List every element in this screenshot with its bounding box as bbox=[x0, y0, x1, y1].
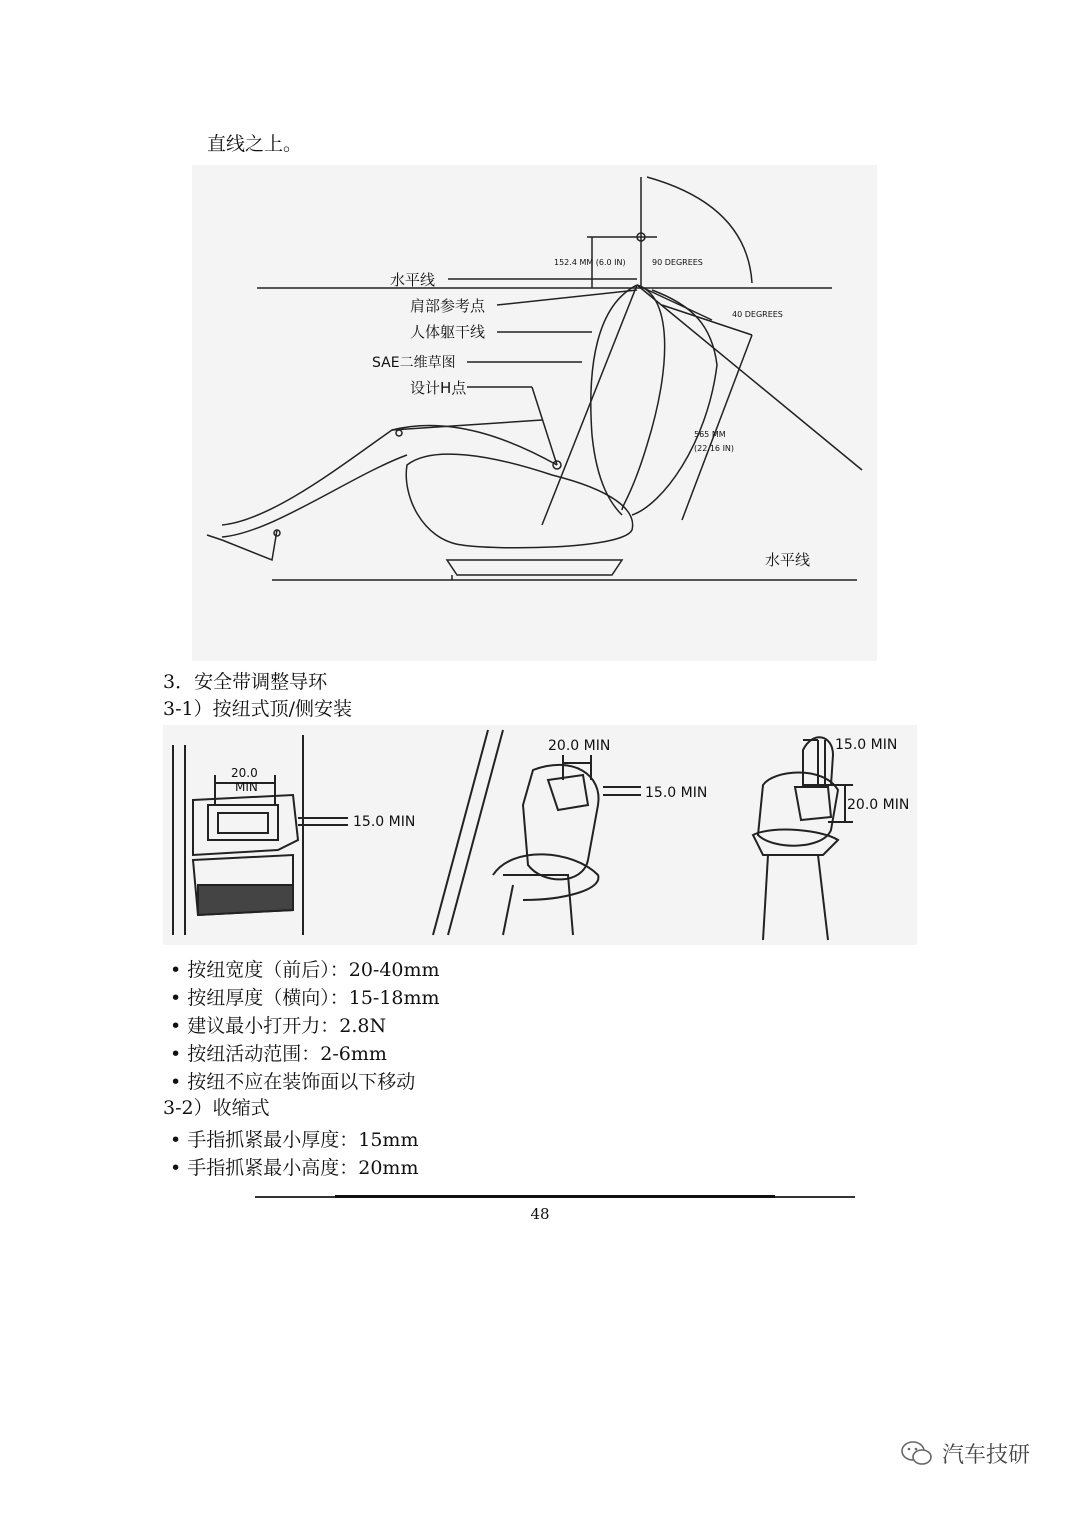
dim-90-degrees: 90 DEGREES bbox=[652, 258, 703, 267]
section-heading: 3．安全带调整导环 bbox=[163, 671, 328, 693]
bullet-item: • 按纽不应在装饰面以下移动 bbox=[170, 1071, 416, 1093]
button-diagrams bbox=[163, 725, 917, 945]
chat-bubble-icon bbox=[900, 1440, 934, 1468]
dim-length-mm: 565 MM bbox=[694, 430, 726, 439]
panel2-width-label: 20.0 MIN bbox=[548, 738, 611, 754]
dim-40-degrees: 40 DEGREES bbox=[732, 310, 783, 319]
bullet-item: • 手指抓紧最小高度：20mm bbox=[170, 1157, 419, 1179]
footer-rule bbox=[255, 1196, 855, 1198]
panel1-side-label: 15.0 MIN bbox=[353, 814, 416, 830]
panel2-side-label: 15.0 MIN bbox=[645, 785, 708, 801]
panel3-side-label: 20.0 MIN bbox=[847, 797, 910, 813]
intro-text: 直线之上。 bbox=[207, 133, 303, 155]
label-horizontal-top: 水平线 bbox=[390, 271, 436, 289]
panel3-top-label: 15.0 MIN bbox=[835, 737, 898, 753]
panel1-width-value: 20.0 bbox=[231, 766, 258, 780]
watermark bbox=[900, 1438, 1030, 1469]
label-design-h: 设计H点 bbox=[410, 379, 467, 397]
bullet-item: • 按纽厚度（横向）：15-18mm bbox=[170, 987, 440, 1009]
bullet-item: • 按纽宽度（前后）：20-40mm bbox=[170, 959, 440, 981]
page-number: 48 bbox=[530, 1205, 550, 1223]
bullet-item: • 手指抓紧最小厚度：15mm bbox=[170, 1129, 419, 1151]
button-diagrams-svg bbox=[163, 725, 917, 945]
dim-length-in: (22.16 IN) bbox=[694, 444, 735, 453]
bullet-item: • 按纽活动范围：2-6mm bbox=[170, 1043, 387, 1065]
label-torso-line: 人体躯干线 bbox=[410, 323, 486, 341]
posture-diagram bbox=[192, 165, 877, 661]
subsection-heading-1: 3-1）按纽式顶/侧安装 bbox=[163, 698, 352, 720]
bullet-item: • 建议最小打开力：2.8N bbox=[170, 1015, 387, 1037]
subsection-heading-2: 3-2）收缩式 bbox=[163, 1097, 270, 1119]
watermark-text: 汽车技研 bbox=[942, 1443, 1031, 1468]
dim-offset: 152.4 MM (6.0 IN) bbox=[554, 258, 626, 267]
label-horizontal-bottom: 水平线 bbox=[765, 551, 811, 569]
label-sae-2d: SAE二维草图 bbox=[372, 355, 456, 371]
posture-diagram-svg bbox=[192, 165, 877, 661]
panel1-width-min: MIN bbox=[235, 780, 258, 794]
label-shoulder-ref: 肩部参考点 bbox=[410, 297, 486, 315]
